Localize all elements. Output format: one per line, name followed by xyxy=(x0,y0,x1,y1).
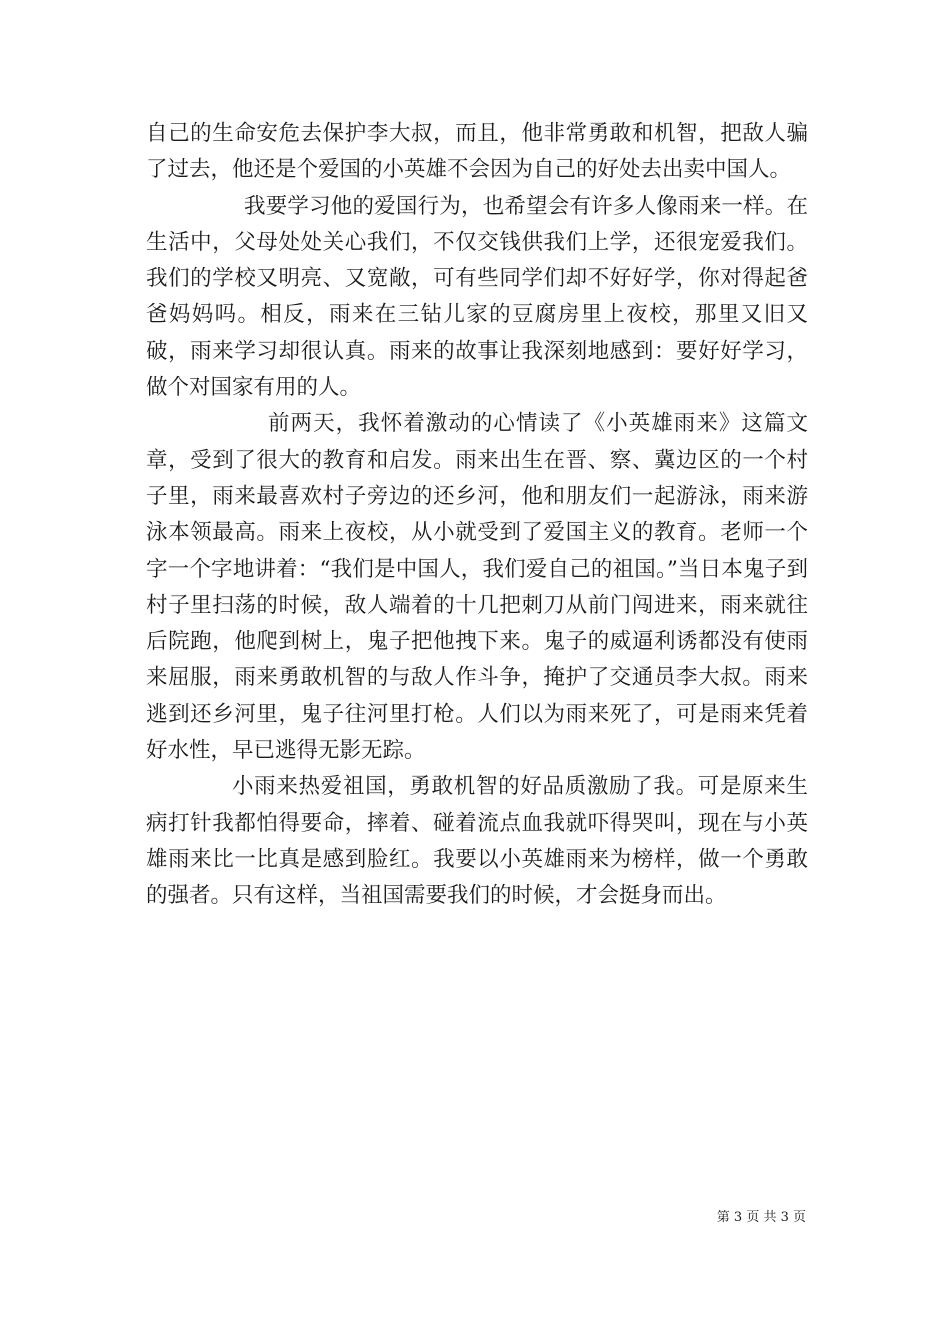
paragraph-1: 自己的生命安危去保护李大叔，而且，他非常勇敢和机智，把敌人骗了过去，他还是个爱国的小英雄不会因为自己的好处去出卖中国人。 xyxy=(146,121,808,183)
essay-body xyxy=(146,116,808,915)
paragraph-2: 我要学习他的爱国行为，也希望会有许多人像雨来一样。在生活中，父母处处关心我们，不仅交钱供我们上学，还很宠爱我们。我们的学校又明亮、又宽敞，可有些同学们却不好好学，你对得起爸爸妈妈吗。相反，雨来在三钻儿家的豆腐房里上夜校，那里又旧又破，雨来学习却很认真。雨来的故事让我深刻地感到：要好好学习，做个对国家有用的人。 xyxy=(146,193,808,401)
page-number: 第 3 页 共 3 页 xyxy=(716,1210,806,1225)
page-footer xyxy=(0,1206,950,1226)
paragraph-4: 小雨来热爱祖国，勇敢机智的好品质激励了我。可是原来生病打针我都怕得要命，摔着、碰着流点血我就吓得哭叫，现在与小英雄雨来比一比真是感到脸红。我要以小英雄雨来为榜样，做一个勇敢的强者。只有这样，当祖国需要我们的时候，才会挺身而出。 xyxy=(146,774,808,909)
paragraph-3: 前两天，我怀着激动的心情读了《小英雄雨来》这篇文章，受到了很大的教育和启发。雨来出生在晋、察、冀边区的一个村子里，雨来最喜欢村子旁边的还乡河，他和朋友们一起游泳，雨来游泳本领最高。雨来上夜校，从小就受到了爱国主义的教育。老师一个字一个字地讲着：“我们是中国人，我们爱自己的祖国。”当日本鬼子到村子里扫荡的时候，敌人端着的十几把刺刀从前门闯进来，雨来就往后院跑，他爬到树上，鬼子把他拽下来。鬼子的威逼利诱都没有使雨来屈服，雨来勇敢机智的与敌人作斗争，掩护了交通员李大叔。雨来逃到还乡河里，鬼子往河里打枪。人们以为雨来死了，可是雨来凭着好水性，早已逃得无影无踪。 xyxy=(146,411,808,764)
